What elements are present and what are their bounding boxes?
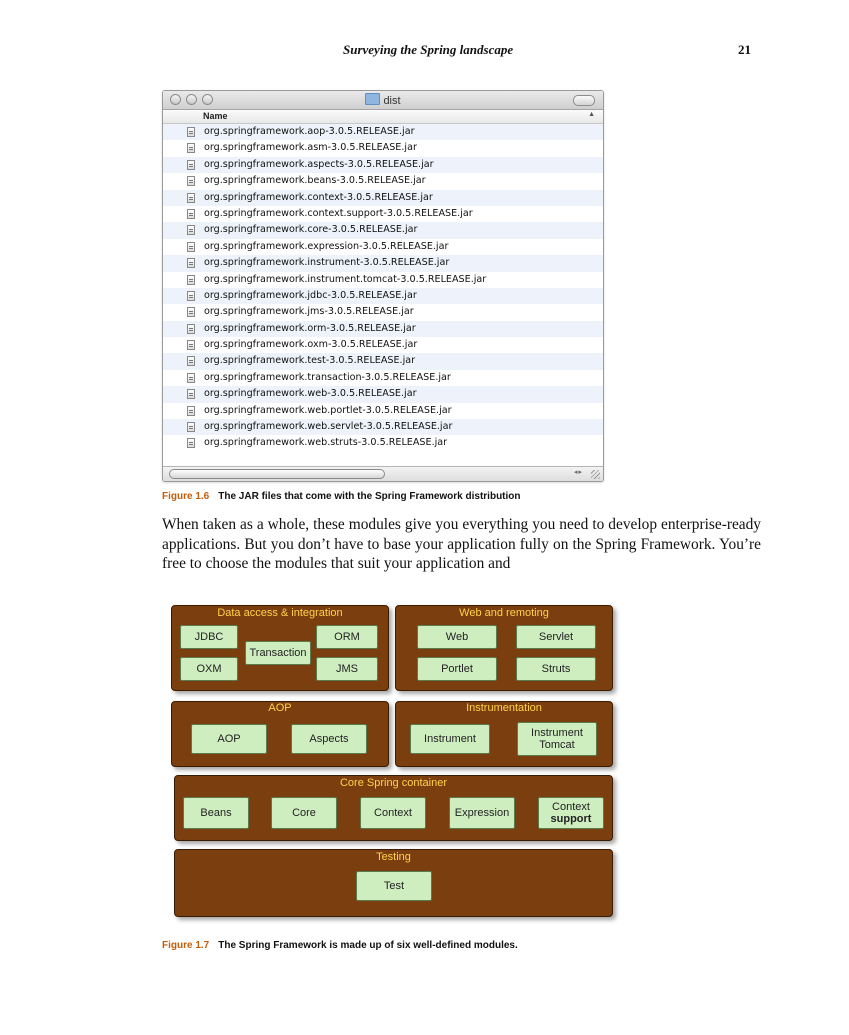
file-row[interactable] [163, 337, 603, 353]
module-data-access [171, 605, 389, 691]
file-name: org.springframework.context.support-3.0.5.RELEASE.jar [204, 207, 473, 219]
file-row[interactable] [163, 304, 603, 320]
chip-line: Instrument [531, 727, 583, 739]
jar-file-icon [187, 389, 195, 399]
jar-file-icon [187, 242, 195, 252]
jar-file-icon [187, 275, 195, 285]
file-name: org.springframework.jdbc-3.0.5.RELEASE.jar [204, 289, 417, 301]
file-row[interactable] [163, 386, 603, 402]
running-title: Surveying the Spring landscape [343, 42, 514, 57]
chip-context: Context [360, 797, 426, 829]
file-name: org.springframework.context-3.0.5.RELEASE.jar [204, 191, 433, 203]
chip-context-support [538, 797, 604, 829]
chip-portlet: Portlet [417, 657, 497, 681]
chip-jms: JMS [316, 657, 378, 681]
file-row[interactable] [163, 190, 603, 206]
scroll-arrows-icon[interactable]: ◂▸ [573, 468, 583, 476]
file-row[interactable] [163, 140, 603, 156]
file-row[interactable] [163, 321, 603, 337]
chip-oxm: OXM [180, 657, 238, 681]
figure-label: Figure 1.6 [162, 491, 210, 502]
toolbar-toggle-button[interactable] [573, 95, 595, 106]
chip-test: Test [356, 871, 432, 901]
file-row[interactable] [163, 206, 603, 222]
file-name: org.springframework.web.servlet-3.0.5.RELEASE.jar [204, 421, 453, 433]
file-row[interactable] [163, 272, 603, 288]
chip-instrument-tomcat [517, 722, 597, 756]
jar-file-icon [187, 438, 195, 448]
resize-grip-icon[interactable] [591, 470, 600, 479]
jar-file-icon [187, 356, 195, 366]
running-head [0, 42, 849, 62]
file-row[interactable] [163, 157, 603, 173]
chip-aop: AOP [191, 724, 267, 754]
file-name: org.springframework.web-3.0.5.RELEASE.jar [204, 388, 417, 400]
chip-instrument: Instrument [410, 724, 490, 754]
chip-core: Core [271, 797, 337, 829]
jar-file-icon [187, 373, 195, 383]
module-instrumentation [395, 701, 613, 767]
jar-file-icon [187, 406, 195, 416]
name-column-header[interactable]: Name [203, 111, 228, 121]
module-aop [171, 701, 389, 767]
file-name: org.springframework.transaction-3.0.5.RELEASE.jar [204, 371, 451, 383]
module-web-remoting [395, 605, 613, 691]
body-paragraph: When taken as a whole, these modules give you everything you need to develop enterprise-ready applications. But you don’t have to base your application fully on the Spring Framework. You’re free to choose the modules that suit your application and [162, 516, 761, 572]
file-name: org.springframework.instrument.tomcat-3.0.5.RELEASE.jar [204, 273, 487, 285]
jar-file-icon [187, 176, 195, 186]
jar-file-icon [187, 307, 195, 317]
jar-file-icon [187, 225, 195, 235]
horizontal-scrollbar[interactable] [163, 466, 603, 481]
chip-transaction: Transaction [245, 641, 311, 665]
jar-file-icon [187, 340, 195, 350]
module-core-container [174, 775, 613, 841]
file-name: org.springframework.beans-3.0.5.RELEASE.jar [204, 175, 426, 187]
window-title-text: dist [383, 95, 401, 107]
sort-ascending-icon: ▲ [588, 111, 595, 118]
file-row[interactable] [163, 419, 603, 435]
window-titlebar [163, 91, 603, 110]
module-testing [174, 849, 613, 917]
chip-servlet: Servlet [516, 625, 596, 649]
figure-caption-1-7 [162, 940, 518, 951]
file-name: org.springframework.web.struts-3.0.5.RELEASE.jar [204, 437, 448, 449]
jar-file-icon [187, 422, 195, 432]
file-name: org.springframework.web.portlet-3.0.5.RELEASE.jar [204, 404, 452, 416]
scrollbar-thumb[interactable] [169, 469, 385, 479]
page-number: 21 [738, 42, 751, 57]
chip-orm: ORM [316, 625, 378, 649]
file-row[interactable] [163, 222, 603, 238]
module-title: AOP [268, 702, 292, 714]
jar-file-icon [187, 291, 195, 301]
file-name: org.springframework.orm-3.0.5.RELEASE.jar [204, 322, 416, 334]
chip-line: Tomcat [539, 739, 575, 751]
column-header[interactable] [163, 110, 603, 124]
jar-file-icon [187, 127, 195, 137]
chip-expression: Expression [449, 797, 515, 829]
file-row[interactable] [163, 124, 603, 140]
window-title [163, 93, 603, 107]
file-row[interactable] [163, 353, 603, 369]
chip-aspects: Aspects [291, 724, 367, 754]
jar-file-icon [187, 143, 195, 153]
file-row[interactable] [163, 239, 603, 255]
jar-file-icon [187, 160, 195, 170]
file-name: org.springframework.test-3.0.5.RELEASE.jar [204, 355, 416, 367]
jar-file-icon [187, 258, 195, 268]
finder-window [162, 90, 604, 482]
file-name: org.springframework.oxm-3.0.5.RELEASE.jar [204, 339, 418, 351]
folder-icon [365, 93, 380, 105]
file-row[interactable] [163, 403, 603, 419]
chip-jdbc: JDBC [180, 625, 238, 649]
chip-web: Web [417, 625, 497, 649]
chip-line: Context [552, 801, 590, 813]
module-title: Instrumentation [466, 702, 542, 714]
file-row[interactable] [163, 435, 603, 451]
chip-line: support [550, 813, 592, 825]
figure-caption-text: The Spring Framework is made up of six well-defined modules. [218, 940, 518, 951]
file-row[interactable] [163, 255, 603, 271]
figure-caption-1-6 [162, 491, 521, 502]
module-title: Testing [376, 851, 411, 863]
module-title: Data access & integration [217, 607, 343, 619]
module-title: Web and remoting [459, 607, 549, 619]
file-name: org.springframework.core-3.0.5.RELEASE.jar [204, 224, 418, 236]
file-name: org.springframework.instrument-3.0.5.RELEASE.jar [204, 257, 450, 269]
file-name: org.springframework.asm-3.0.5.RELEASE.jar [204, 142, 417, 154]
figure-caption-text: The JAR files that come with the Spring Framework distribution [218, 491, 521, 502]
file-name: org.springframework.aspects-3.0.5.RELEASE.jar [204, 158, 434, 170]
file-row[interactable] [163, 173, 603, 189]
jar-file-icon [187, 209, 195, 219]
file-row[interactable] [163, 288, 603, 304]
chip-struts: Struts [516, 657, 596, 681]
file-list [163, 124, 603, 452]
figure-label: Figure 1.7 [162, 940, 210, 951]
chip-beans: Beans [183, 797, 249, 829]
jar-file-icon [187, 324, 195, 334]
file-row[interactable] [163, 370, 603, 386]
file-name: org.springframework.aop-3.0.5.RELEASE.jar [204, 126, 415, 137]
jar-file-icon [187, 193, 195, 203]
module-title: Core Spring container [339, 777, 447, 789]
file-name: org.springframework.expression-3.0.5.RELEASE.jar [204, 240, 449, 252]
file-name: org.springframework.jms-3.0.5.RELEASE.jar [204, 306, 414, 318]
